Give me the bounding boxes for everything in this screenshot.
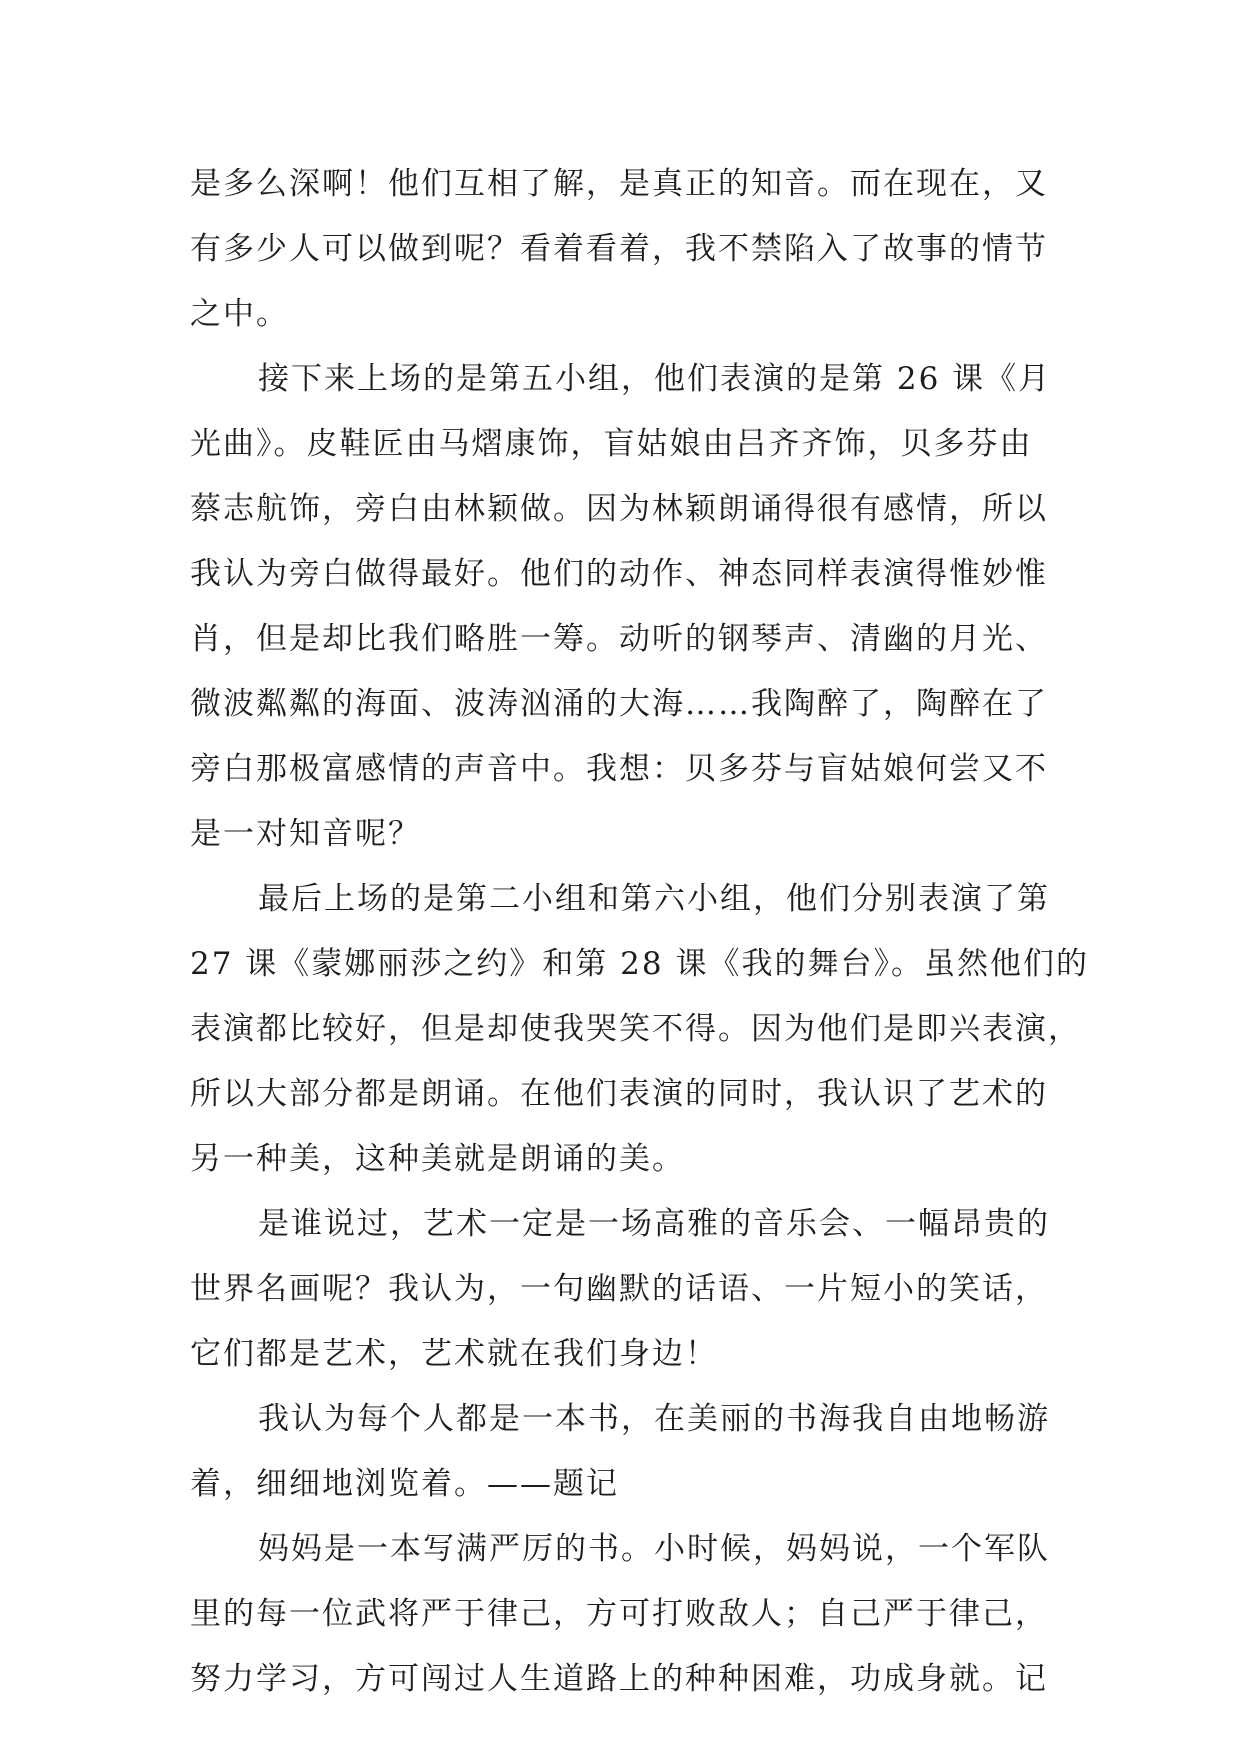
text-line: 微波粼粼的海面、波涛汹涌的大海……我陶醉了，陶醉在了 — [190, 686, 1048, 722]
text-line: 里的每一位武将严于律己，方可打败敌人；自己严于律己， — [190, 1596, 1048, 1632]
text-line: 所以大部分都是朗诵。在他们表演的同时，我认识了艺术的 — [190, 1076, 1048, 1112]
text-line: 着，细细地浏览着。——题记 — [190, 1466, 619, 1502]
paragraph-first-line: 我认为每个人都是一本书，在美丽的书海我自由地畅游 — [258, 1401, 1050, 1437]
text-line: 有多少人可以做到呢？看着看着，我不禁陷入了故事的情节 — [190, 231, 1048, 267]
text-line: 旁白那极富感情的声音中。我想：贝多芬与盲姑娘何尝又不 — [190, 751, 1048, 787]
paragraph-first-line: 是谁说过，艺术一定是一场高雅的音乐会、一幅昂贵的 — [258, 1206, 1050, 1242]
paragraph-first-line: 最后上场的是第二小组和第六小组，他们分别表演了第 — [258, 881, 1050, 917]
text-line: 表演都比较好，但是却使我哭笑不得。因为他们是即兴表演， — [190, 1011, 1081, 1047]
text-line: 另一种美，这种美就是朗诵的美。 — [190, 1141, 685, 1177]
text-line: 它们都是艺术，艺术就在我们身边！ — [190, 1336, 718, 1372]
text-line: 蔡志航饰，旁白由林颖做。因为林颖朗诵得很有感情，所以 — [190, 491, 1048, 527]
text-line: 我认为旁白做得最好。他们的动作、神态同样表演得惟妙惟 — [190, 556, 1048, 592]
text-line: 世界名画呢？我认为，一句幽默的话语、一片短小的笑话， — [190, 1271, 1048, 1307]
text-line: 是多么深啊！他们互相了解，是真正的知音。而在现在，又 — [190, 166, 1048, 202]
text-line: 肖，但是却比我们略胜一筹。动听的钢琴声、清幽的月光、 — [190, 621, 1048, 657]
body-text — [190, 152, 1089, 1712]
text-line: 努力学习，方可闯过人生道路上的种种困难，功成身就。记 — [190, 1661, 1048, 1697]
text-line: 是一对知音呢？ — [190, 816, 421, 852]
text-line: 27 课《蒙娜丽莎之约》和第 28 课《我的舞台》。虽然他们的 — [190, 946, 1089, 982]
paragraph-first-line: 接下来上场的是第五小组，他们表演的是第 26 课《月 — [258, 361, 1052, 397]
text-line: 光曲》。皮鞋匠由马熠康饰，盲姑娘由吕齐齐饰，贝多芬由 — [190, 426, 1033, 462]
text-line: 之中。 — [190, 296, 289, 332]
paragraph-first-line: 妈妈是一本写满严厉的书。小时候，妈妈说，一个军队 — [258, 1531, 1050, 1567]
